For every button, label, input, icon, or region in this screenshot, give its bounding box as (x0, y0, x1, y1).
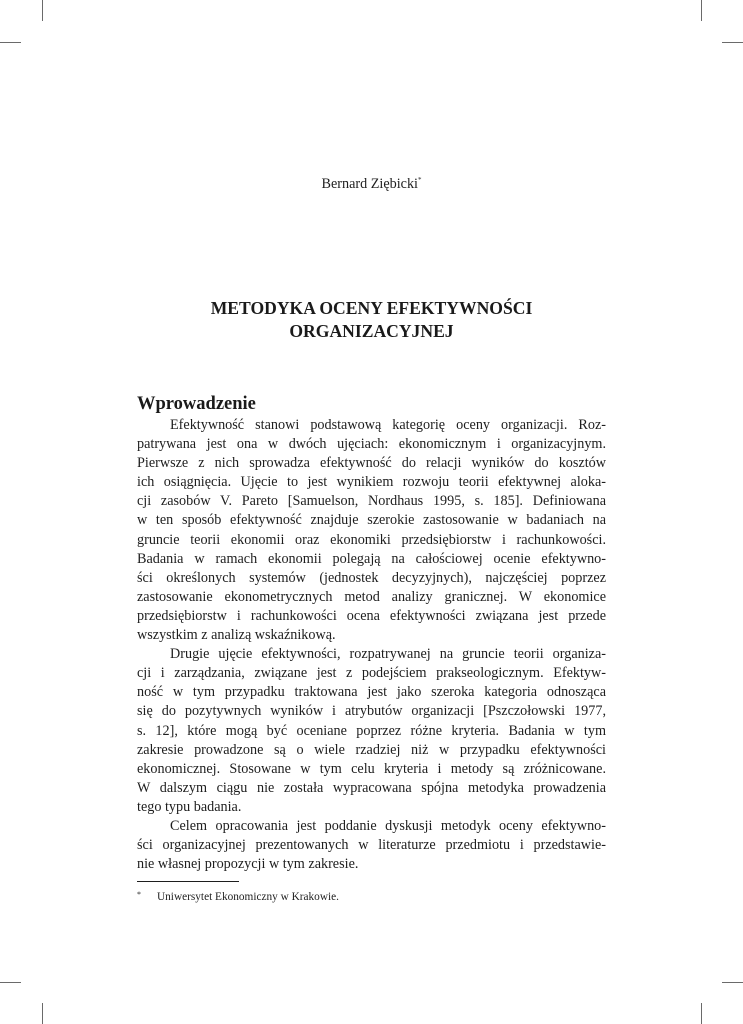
text-line: tego typu badania. (137, 798, 242, 815)
paragraph (137, 817, 606, 874)
author-footnote-mark: * (418, 176, 422, 184)
article-title (0, 297, 743, 343)
text-line: ność w tym przypadku traktowana jest jako szeroka kategoria odnosząca (137, 684, 606, 701)
text-line: w ten sposób efektywność znajduje szerokie zastosowanie w badaniach na (137, 512, 606, 529)
text-line: Drugie ujęcie efektywności, rozpatrywanej na gruncie teorii organiza- (170, 646, 606, 663)
title-line: METODYKA OCENY EFEKTYWNOŚCI (210, 298, 533, 318)
footnote-text: Uniwersytet Ekonomiczny w Krakowie. (157, 891, 339, 903)
text-line: ści określonych systemów (jednostek decyzyjnych), najczęściej poprzez (137, 569, 606, 586)
crop-mark-bottom-left-h (0, 982, 21, 983)
text-line: Efektywność stanowi podstawową kategorię oceny organizacji. Roz- (170, 417, 606, 433)
text-line: ści organizacyjnej prezentowanych w literaturze przedmiotu i przedstawie- (137, 837, 606, 854)
author-line (0, 176, 743, 193)
crop-mark-bottom-right (701, 1003, 702, 1024)
crop-mark-top-right (701, 0, 702, 21)
section-heading: Wprowadzenie (137, 394, 256, 414)
text-line: przedsiębiorstw i rachunkowości ocena efektywności związana jest przede (137, 607, 606, 624)
text-line: zastosowanie ekonometrycznych metod analizy granicznej. W ekonomice (137, 588, 606, 605)
body-text (137, 416, 606, 874)
text-line: nie własnej propozycji w tym zakresie. (137, 856, 359, 873)
text-line: gruncie teorii ekonomii oraz ekonomiki przedsiębiorstw i rachunkowości. (137, 531, 606, 548)
crop-mark-bottom-right-h (722, 982, 743, 983)
paragraph (137, 645, 606, 817)
crop-mark-top-left-h (0, 42, 21, 43)
text-line: Pierwsze z nich sprowadza efektywność do relacji wyników do kosztów (137, 455, 606, 472)
crop-mark-top-left (42, 0, 43, 21)
text-line: patrywana jest ona w dwóch ujęciach: ekonomicznym i organizacyjnym. (137, 436, 606, 453)
title-line: ORGANIZACYJNEJ (289, 321, 454, 341)
footnote (137, 890, 339, 903)
footnote-separator (137, 881, 239, 882)
text-line: W dalszym ciągu nie została wypracowana spójna metodyka prowadzenia (137, 779, 606, 796)
crop-mark-bottom-left (42, 1003, 43, 1024)
text-line: s. 12], które mogą być oceniane poprzez różne kryteria. Badania w tym (137, 722, 606, 739)
text-line: ekonomicznej. Stosowane w tym celu kryteria i metody są zróżnicowane. (137, 760, 606, 777)
paragraph (137, 416, 606, 645)
text-line: ich osiągnięcia. Ujęcie to jest wynikiem rozwoju teorii efektywnej aloka- (137, 474, 606, 491)
footnote-mark: * (137, 890, 141, 899)
text-line: cji i zarządzania, związane jest z podejściem prakseologicznym. Efektyw- (137, 665, 606, 682)
text-line: zakresie prowadzone są o wiele rzadziej niż w przypadku efektywności (137, 741, 606, 758)
text-line: wszystkim z analizą wskaźnikową. (137, 627, 336, 644)
text-line: cji zasobów V. Pareto [Samuelson, Nordhaus 1995, s. 185]. Definiowana (137, 493, 606, 510)
text-line: Celem opracowania jest poddanie dyskusji metodyk oceny efektywno- (170, 817, 606, 834)
text-line: się do pozytywnych wyników i atrybutów organizacji [Pszczołowski 1977, (137, 703, 606, 720)
text-line: Badania w ramach ekonomii polegają na całościowej ocenie efektywno- (137, 550, 606, 567)
crop-mark-top-right-h (722, 42, 743, 43)
author-name: Bernard Ziębicki (321, 176, 418, 192)
